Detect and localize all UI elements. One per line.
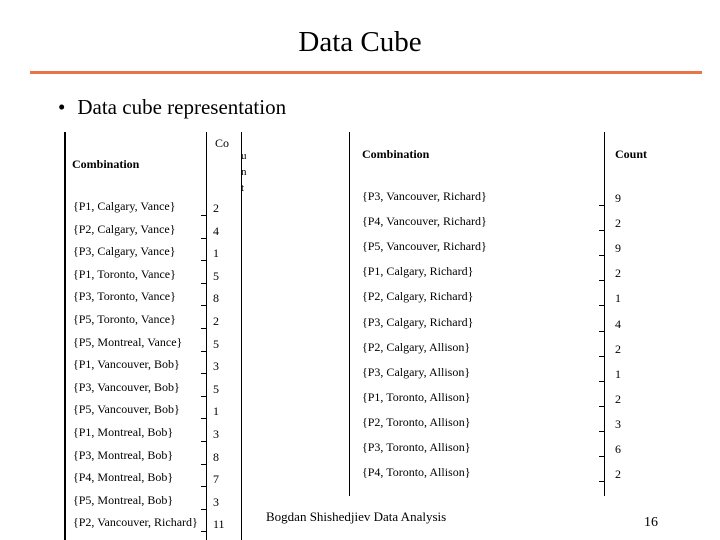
right-row-tick [599,305,604,306]
left-row-combination: {P1, Montreal, Bob} [73,425,174,439]
right-header-count: Count [615,147,648,161]
left-row-count: 2 [213,314,219,328]
page-number: 16 [644,515,658,530]
right-header-combination: Combination [362,147,430,161]
left-header-overflow-t: t [241,182,245,194]
left-header-count-fragment: Co [215,136,230,150]
left-row-combination: {P3, Toronto, Vance} [73,289,176,303]
right-row-tick [599,205,604,206]
right-row-count: 2 [615,342,621,356]
left-row-count: 5 [213,269,219,283]
right-row-count: 2 [615,266,621,280]
left-row-combination: {P2, Calgary, Vance} [73,222,176,236]
left-header-overflow-u: u [241,150,247,162]
right-row-count: 2 [615,467,621,481]
left-row-count: 8 [213,291,219,305]
right-row-count: 1 [615,367,621,381]
bullet-text: Data cube representation [77,95,287,119]
right-row-combination: {P2, Toronto, Allison} [362,415,471,429]
right-row-combination: {P3, Vancouver, Richard} [362,189,487,203]
right-row-tick [599,280,604,281]
right-row-tick [599,230,604,231]
left-row-combination: {P5, Vancouver, Bob} [73,402,180,416]
left-row-combination: {P5, Toronto, Vance} [73,312,176,326]
right-row-count: 1 [615,291,621,305]
right-row-combination: {P2, Calgary, Allison} [362,340,471,354]
slide-title: Data Cube [298,26,422,58]
right-row-tick [599,481,604,482]
left-row-combination: {P3, Vancouver, Bob} [73,380,180,394]
left-row-combination: {P5, Montreal, Vance} [73,335,183,349]
right-row-tick [599,331,604,332]
right-table-left-border [349,132,350,496]
left-row-count: 3 [213,495,219,509]
right-row-count: 9 [615,241,621,255]
left-row-count: 5 [213,337,219,351]
right-row-tick [599,356,604,357]
right-row-tick [599,431,604,432]
right-row-combination: {P5, Vancouver, Richard} [362,239,487,253]
left-row-count: 3 [213,427,219,441]
left-row-combination: {P3, Montreal, Bob} [73,448,174,462]
right-row-combination: {P2, Calgary, Richard} [362,289,474,303]
left-row-count: 2 [213,201,219,215]
left-row-combination: {P2, Vancouver, Richard} [73,515,198,529]
right-row-count: 3 [615,417,621,431]
bullet-dot: • [58,95,66,119]
right-row-count: 2 [615,216,621,230]
left-row-count: 3 [213,359,219,373]
left-row-combination: {P4, Montreal, Bob} [73,470,174,484]
left-row-combination: {P3, Calgary, Vance} [73,244,176,258]
left-row-combination: {P1, Calgary, Vance} [73,199,176,213]
right-row-combination: {P4, Toronto, Allison} [362,465,471,479]
right-row-tick [599,381,604,382]
right-row-tick [599,456,604,457]
right-row-combination: {P4, Vancouver, Richard} [362,214,487,228]
left-row-count: 4 [213,224,219,238]
right-row-tick [599,255,604,256]
left-row-count: 7 [213,472,219,486]
left-row-count: 8 [213,450,219,464]
left-row-count: 5 [213,382,219,396]
right-row-count: 9 [615,191,621,205]
left-row-count: 1 [213,246,219,260]
right-row-combination: {P3, Calgary, Allison} [362,365,471,379]
right-row-combination: {P3, Toronto, Allison} [362,440,471,454]
right-row-combination: {P1, Calgary, Richard} [362,264,474,278]
left-header-overflow-n: n [241,166,247,178]
left-row-combination: {P5, Montreal, Bob} [73,493,174,507]
left-row-count: 11 [213,517,225,531]
left-row-count: 1 [213,404,219,418]
left-row-combination: {P1, Toronto, Vance} [73,267,176,281]
right-row-tick [599,406,604,407]
right-table-column-divider [604,132,605,496]
right-row-combination: {P3, Calgary, Richard} [362,315,474,329]
right-row-count: 6 [615,442,621,456]
right-row-combination: {P1, Toronto, Allison} [362,390,471,404]
right-row-count: 4 [615,317,621,331]
left-header-combination: Combination [72,157,140,171]
footer-text: Bogdan Shishedjiev Data Analysis [266,509,447,524]
right-row-count: 2 [615,392,621,406]
left-row-combination: {P1, Vancouver, Bob} [73,357,180,371]
